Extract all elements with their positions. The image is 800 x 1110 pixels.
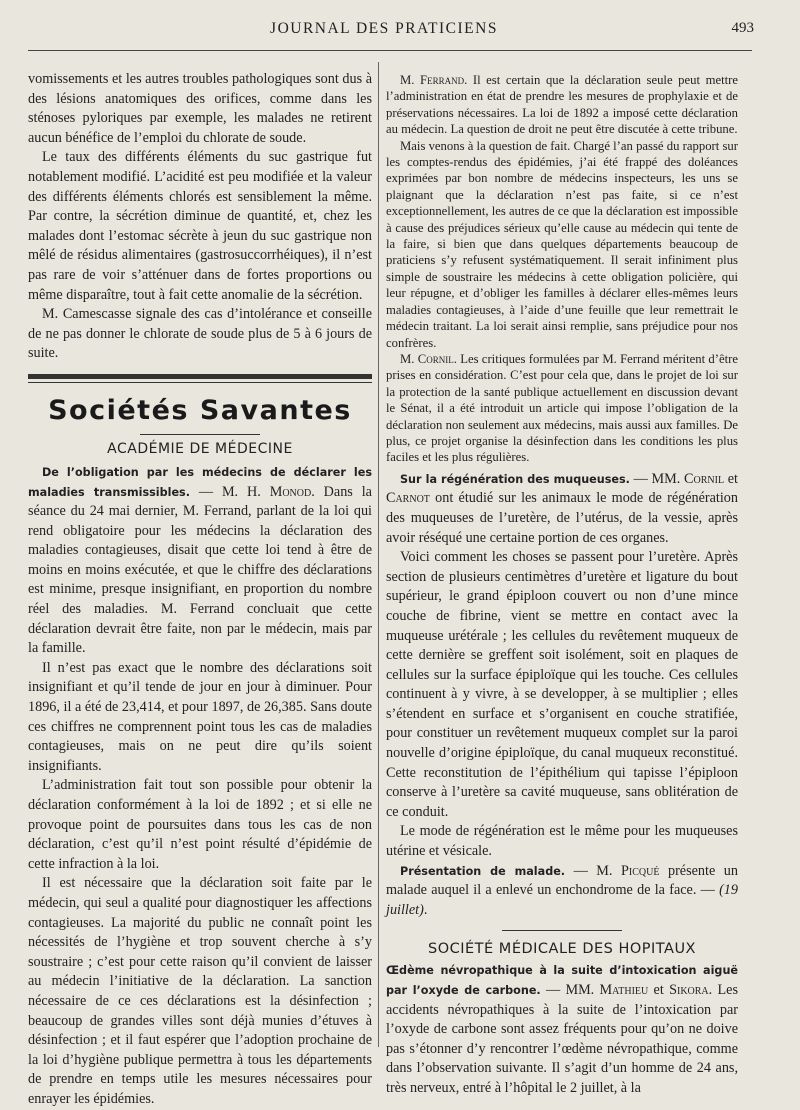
cornil-reply: M. Cornil. Les critiques formulées par M. Ferrand méritent d’être prises en considération. C’est pour cela que, dans le projet de loi sur la protection de la santé publique actuellement en discussion devant le Sénat, il a été introduit un article qui impose l’obligation de la déclaration non seulement aux médecins, mais aussi aux familles. De plus, ce projet organise la désinfection dans les conditions les plus faciles et les plus régulières. (386, 351, 738, 465)
intro-paragraph: Le taux des différents éléments du suc gastrique fut notablement modifié. L’acidité est peu modifiée et la valeur des différents éléments chlorés est sensiblement la même. Par contre, la sécrétion diminue de quantité, et, chez les malades dont l’estomac sécrète à jeun du suc gastrique non mêlé de résidus alimentaires (gastrosuccorrhéiques), il n’est pas rare de voir s’atténuer dans de fortes proportions ou même disparaître, tout à fait cette anomalie de la sécrétion. (28, 149, 372, 303)
academy-title: ACADÉMIE DE MÉDECINE (107, 440, 293, 457)
ferrand-reply: M. Ferrand. Il est certain que la déclaration seule peut mettre l’administration en état de prendre les mesures de prophylaxie et de préservations nécessaires. La loi de 1892 a imposé cette déclaration au médecin. La question de droit ne peut être discutée à cette tribune. (386, 73, 738, 137)
header-rule (28, 50, 752, 51)
article-run-in-title: Sur la régénération des muqueuses. (400, 472, 630, 486)
page-number: 493 (731, 20, 754, 36)
section-thick-rule (28, 374, 372, 379)
article-author: Mathieu (599, 982, 649, 998)
journal-title: JOURNAL DES PRATICIENS (270, 20, 498, 37)
intro-paragraph: M. Camescasse signale des cas d’intolérance et conseille de ne pas donner le chlorate de soude plus de 5 à 6 jours de suite. (28, 306, 372, 362)
regeneration-paragraph: Voici comment les choses se passent pour l’uretère. Après section de plusieurs centimètres d’uretère et ligature du bout supérieur, le grand épiploon couvert ou non d’une mince couche de fibrine, vient se mettre en contact avec la muqueuse urétérale ; les cellules du revêtement muqueux de cette dernière se greffent soit isolément, soit en plaques de cellules sur la surface épiploïque qui les touche. Ces cellules continuent à y vivre, à se developper, à se multiplier ; elles s’étendent en surface et s’organisent en couche stratifiée, pour constituer un revêtement muqueux complet sur la paroi nouvelle d’origine épiploïque, du canal muqueux reconstitué. Cette reconstitution de l’épithélium qui tapisse l’épiploon conserve à l’uretère sa cavité muqueuse, sans oblitération de ce conduit. (386, 549, 738, 820)
academy-paragraph: L’administration fait tout son possible pour obtenir la déclaration conformément à la loi de 1892 ; et si elle ne provoque point de poursuites dans tous les cas de non déclaration, c’est qu’il n’est point résulté d’épidémie de cette infraction à la loi. (28, 777, 372, 872)
regeneration-paragraph: Le mode de régénération est le même pour les muqueuses utérine et vésicale. (386, 823, 738, 860)
section-thin-rule (28, 382, 372, 383)
left-column (28, 70, 372, 1110)
speaker-name: M. Cornil (400, 351, 454, 366)
speaker-name: M. Ferrand (400, 73, 465, 87)
banner-rule (140, 434, 260, 435)
hospital-society-title: SOCIÉTÉ MÉDICALE DES HOPITAUX (428, 941, 696, 958)
ferrand-paragraph: Mais venons à la question de fait. Chargé l’an passé du rapport sur les comptes-rendus des épidémies, j’ai été frappé des doléances exprimées par bon nombre de médecins inspecteurs, les uns se plaignant que la déclaration n’est pas faite, si ce n’est exceptionnellement, les autres de ce que la déclaration est impossible à cause des préjudices sérieux qu’elle cause au médecin qui tente de la faire, si bien que dans quelques départements beaucoup de praticiens s’y refusent systématiquement. Il serait infiniment plus simple de soustraire les médecins à cette obligation policière, qui leur répugne, et d’obliger les familles à déclarer elles-mêmes leurs maladies contagieuses, à l’aide d’une feuille que leur remettrait le médecin traitant. La loi serait ainsi remplie, sans préjudice pour nos confrères. (386, 138, 738, 350)
section-banner: Sociétés Savantes (48, 394, 352, 426)
oedeme-article: Œdème névropathique à la suite d’intoxication aiguë par l’oxyde de carbone. — MM. Mathieu et Sikora. Les accidents névropathiques à la suite de l’intoxication par l’oxyde de carbone sont assez fréquents pour qu’on ne doive pas s’étonner d’y rencontrer l’œdème névropathique, comme dans l’observation suivante. Il s’agit d’un homme de 24 ans, très nerveux, entré à l’hôpital le 2 juillet, à la (386, 964, 738, 1096)
academy-paragraph: Il n’est pas exact que le nombre des déclarations soit insignifiant et qu’il tende de jour en jour à diminuer. Pour 1896, il a été de 23,414, et pour 1897, de 26,385. Sans doute ces chiffres ne comprennent point tous les cas de maladies contagieuses, mais on ne peut dire qu’ils soient insignifiants. (28, 659, 372, 774)
article-run-in-title: Présentation de malade. (400, 864, 566, 878)
intro-paragraph: vomissements et les autres troubles pathologiques sont dus à des lésions anatomiques des orifices, comme dans les sténoses pyloriques par exemple, les malades ne retirent aucun bénéfice de l’emploi du chlorate de soude. (28, 71, 372, 146)
presentation-article: Présentation de malade. — M. Picqué présente un malade auquel il a enlevé un enchondrome de la face. — (19 juillet). (386, 862, 738, 918)
article-author: Monod (269, 483, 312, 500)
academy-article: De l’obligation par les médecins de déclarer les maladies transmissibles. — M. H. Monod. Dans la séance du 24 mai dernier, M. Ferrand, parlant de la loi qui rend obligatoire pour les médecins la déclaration des maladies contagieuses, disait que cette loi tend à être de moins en moins exécutée, et que le chiffre des déclarations est minime, presque insignifiant, en proportion du nombre réel des maladies. M. Ferrand concluait que cette déclaration devrait être faite, non par le médecin, mais par la famille. (28, 465, 372, 657)
article-author: Sikora (669, 982, 709, 998)
page-header (28, 20, 754, 42)
article-author: Cornil (684, 470, 725, 487)
section-rule (502, 930, 622, 931)
academy-paragraph: Il est nécessaire que la déclaration soit faite par le médecin, qui seul a qualité pour diagnostiquer les affections contagieuses. La majorité du public ne connaît point les nécessités de l’hygiène et trop souvent cherche à s’y soustraire ; c’est pour cette raison qu’il convient de laisser au médecin l’initiative de la déclaration. La sanction nécessaire de ce ces déclarations est la désinfection ; beaucoup de grandes villes sont déjà munies d’étuves à désinfection ; et il faut espérer que l’adoption prochaine de la loi d’hygiène publique permettra à tous les départements de prendre en temps utile les mesures nécessaires pour enrayer les épidémies. (28, 875, 372, 1107)
regeneration-article: Sur la régénération des muqueuses. — MM. Cornil et Carnot ont étudié sur les animaux le mode de régénération des muqueuses de l’uretère, de l’utérus, de la vessie, après avoir réséqué une certaine portion de ces organes. (386, 470, 739, 546)
article-run-in-title: De l’obligation par les médecins de déclarer les maladies transmissibles. (28, 465, 372, 499)
right-column (386, 72, 738, 1099)
article-author: Carnot (386, 490, 430, 507)
article-author: Picqué (621, 862, 660, 879)
session-date: (19 juillet) (386, 882, 738, 918)
column-divider (378, 62, 379, 1047)
article-run-in-title: Œdème névropathique à la suite d’intoxication aiguë par l’oxyde de carbone. (386, 964, 738, 997)
